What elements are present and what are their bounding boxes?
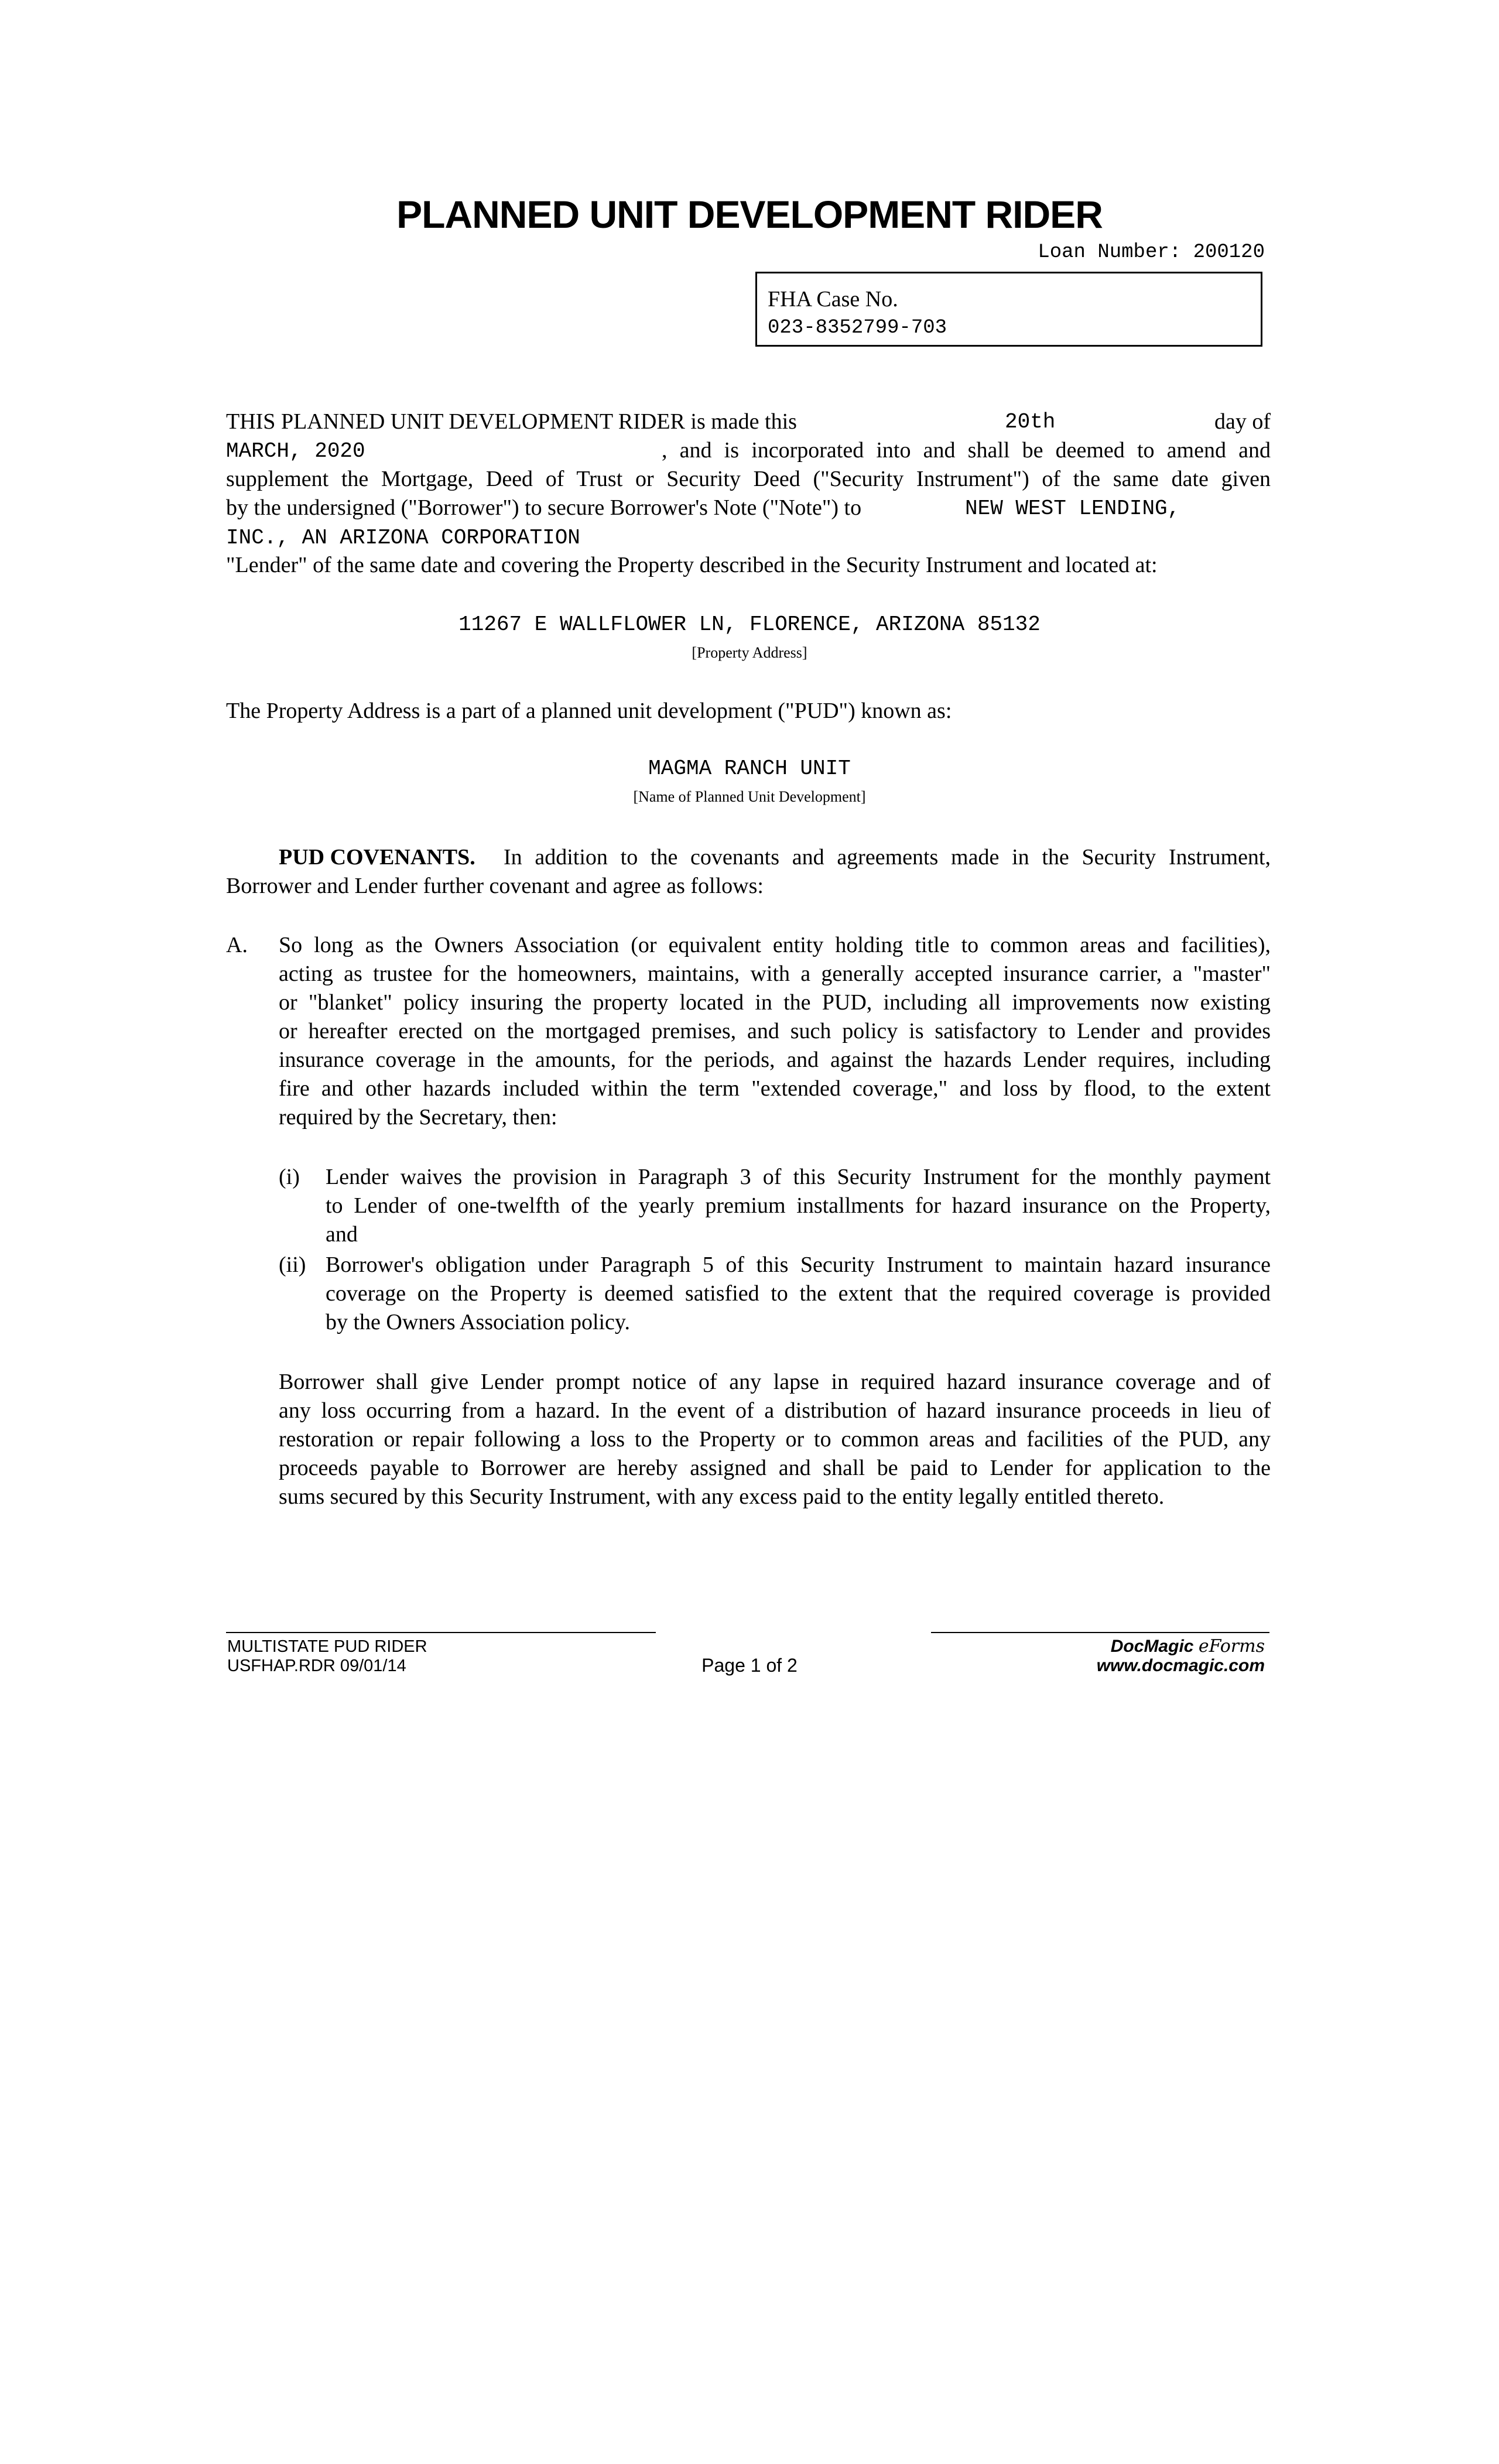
intro-line-6: "Lender" of the same date and covering the Property described in the Security Instrument and located at: xyxy=(226,553,1158,577)
footer-rule-right xyxy=(931,1632,1269,1633)
document-title: PLANNED UNIT DEVELOPMENT RIDER xyxy=(396,193,1103,236)
intro-day-of: day of xyxy=(1214,409,1271,434)
sub-i-marker: (i) xyxy=(279,1165,300,1189)
section-a-line: required by the Secretary, then: xyxy=(279,1105,557,1130)
intro-line-3: supplement the Mortgage, Deed of Trust or Security Deed ("Security Instrument") of the same date given xyxy=(226,467,1271,491)
notice-line: any loss occurring from a hazard. In the event of a distribution of hazard insurance proceeds in lieu of xyxy=(279,1398,1271,1423)
notice-line: proceeds payable to Borrower are hereby assigned and shall be paid to Lender for application to the xyxy=(279,1456,1271,1480)
sub-i-line: to Lender of one-twelfth of the yearly premium installments for hazard insurance on the Property, xyxy=(326,1193,1271,1218)
intro-line-2-rest: , and is incorporated into and shall be deemed to amend and xyxy=(662,438,1271,463)
covenants-heading: PUD COVENANTS. xyxy=(279,845,475,870)
notice-line: sums secured by this Security Instrument, with any excess paid to the entity legally entitled thereto. xyxy=(279,1484,1165,1509)
fha-case-box xyxy=(755,272,1262,347)
footer-rule-left xyxy=(226,1632,656,1633)
sub-ii-marker: (ii) xyxy=(279,1252,306,1277)
section-a-line: acting as trustee for the homeowners, maintains, with a generally accepted insurance carrier, a "master" xyxy=(279,961,1271,986)
property-address: 11267 E WALLFLOWER LN, FLORENCE, ARIZONA 85132 xyxy=(458,612,1041,636)
footer-website: www.docmagic.com xyxy=(1096,1656,1265,1675)
footer-brand-text: DocMagic xyxy=(1110,1637,1194,1656)
sub-ii-line: by the Owners Association policy. xyxy=(326,1310,630,1334)
sub-i-line: Lender waives the provision in Paragraph 3 of this Security Instrument for the monthly payment xyxy=(326,1165,1271,1189)
covenants-line-1: In addition to the covenants and agreements made in the Security Instrument, xyxy=(504,845,1271,870)
footer-page-number: Page 1 of 2 xyxy=(701,1655,798,1676)
notice-line: Borrower shall give Lender prompt notice of any lapse in required hazard insurance coverage and of xyxy=(279,1370,1271,1394)
sub-i-line: and xyxy=(326,1222,358,1247)
pud-name-caption: [Name of Planned Unit Development] xyxy=(633,788,866,805)
pud-sentence: The Property Address is a part of a planned unit development ("PUD") known as: xyxy=(226,699,952,723)
section-a-line: or "blanket" policy insuring the property located in the PUD, including all improvements now existing xyxy=(279,990,1271,1015)
section-a-line: fire and other hazards included within the term "extended coverage," and loss by flood, to the extent xyxy=(279,1076,1271,1101)
property-address-caption: [Property Address] xyxy=(692,644,807,661)
footer-brand xyxy=(1013,1637,1265,1656)
section-a-line: or hereafter erected on the mortgaged premises, and such policy is satisfactory to Lender and provides xyxy=(279,1019,1271,1043)
intro-month-year: MARCH, 2020 xyxy=(226,439,365,463)
section-a-line: So long as the Owners Association (or equivalent entity holding title to common areas and facilities), xyxy=(279,933,1271,957)
sub-ii-line: coverage on the Property is deemed satisfied to the extent that the required coverage is provided xyxy=(326,1281,1271,1306)
fha-case-label: FHA Case No. xyxy=(768,287,898,312)
footer-brand-logo: eForms xyxy=(1198,1636,1265,1657)
lender-name-1: NEW WEST LENDING, xyxy=(965,497,1180,521)
section-a-marker: A. xyxy=(226,933,248,957)
loan-number: Loan Number: 200120 xyxy=(1038,241,1265,263)
intro-day: 20th xyxy=(1005,410,1056,434)
section-a-line: insurance coverage in the amounts, for the periods, and against the hazards Lender requires, including xyxy=(279,1048,1271,1072)
intro-line-4-start: by the undersigned ("Borrower") to secure Borrower's Note ("Note") to xyxy=(226,495,862,520)
footer-form-code: USFHAP.RDR 09/01/14 xyxy=(227,1657,406,1675)
covenants-line-2: Borrower and Lender further covenant and agree as follows: xyxy=(226,874,764,898)
pud-name: MAGMA RANCH UNIT xyxy=(648,757,851,781)
notice-line: restoration or repair following a loss to the Property or to common areas and facilities of the PUD, any xyxy=(279,1427,1271,1452)
sub-ii-line: Borrower's obligation under Paragraph 5 of this Security Instrument to maintain hazard insurance xyxy=(326,1252,1271,1277)
fha-case-number: 023-8352799-703 xyxy=(768,317,947,339)
lender-name-2: INC., AN ARIZONA CORPORATION xyxy=(226,526,580,550)
intro-line-1-start: THIS PLANNED UNIT DEVELOPMENT RIDER is made this xyxy=(226,409,797,434)
footer-form-name: MULTISTATE PUD RIDER xyxy=(227,1637,427,1656)
